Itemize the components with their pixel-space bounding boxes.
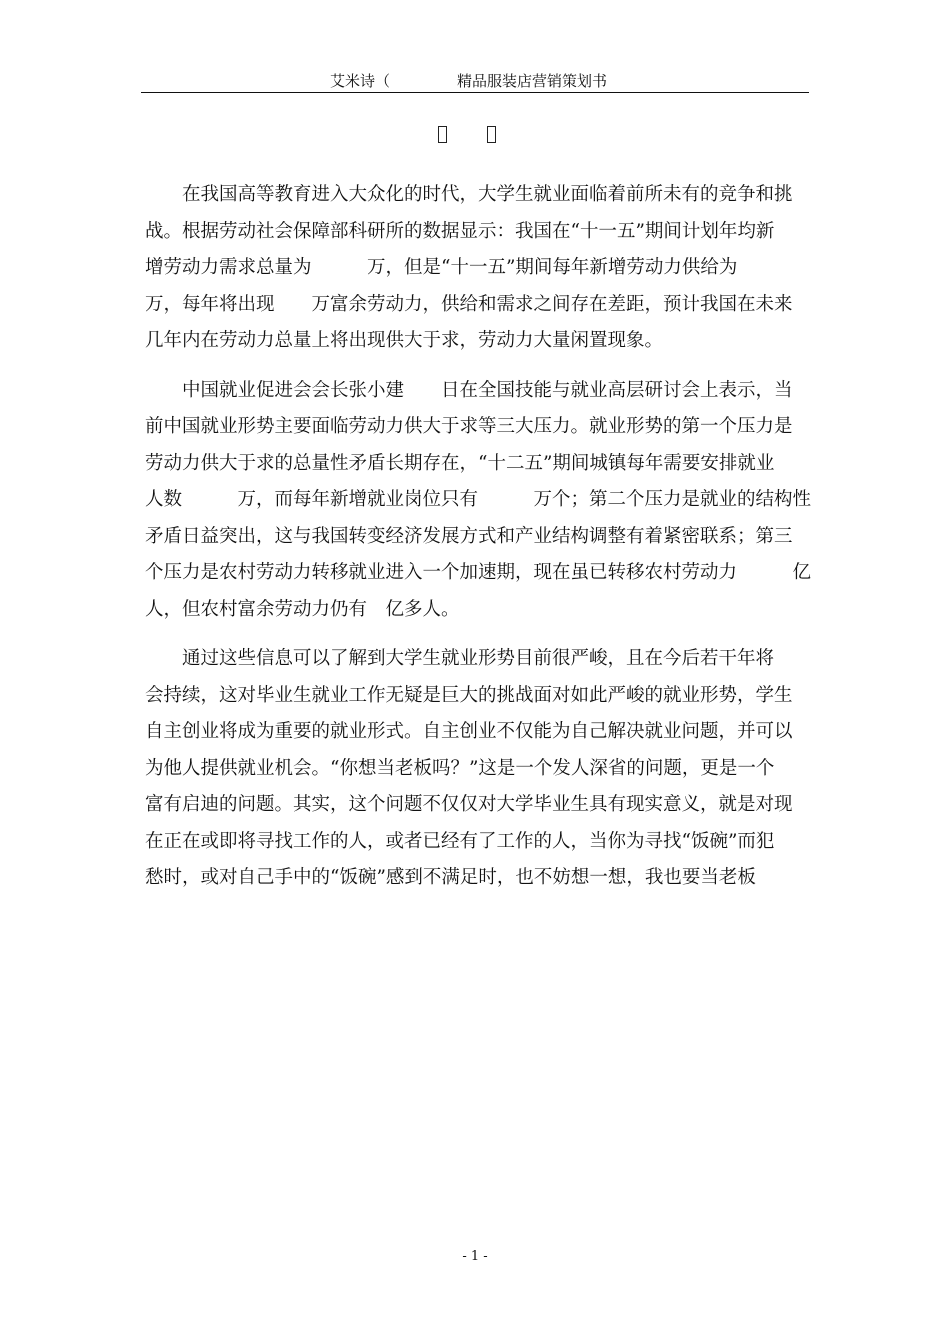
paragraph: [145, 177, 811, 360]
text-line: 在正在或即将寻找工作的人，或者已经有了工作的人，当你为寻找“饭碗”而犯: [145, 830, 775, 852]
header-left-text: 艾米诗（: [330, 72, 391, 90]
text-line: 在我国高等教育进入大众化的时代，大学生就业面临着前所未有的竞争和挑: [145, 184, 793, 205]
paragraph: [145, 373, 811, 629]
text-line: 几年内在劳动力总量上将出现供大于求，劳动力大量闲置现象。: [145, 330, 664, 351]
text-line: 战。根据劳动社会保障部科研所的数据显示：我国在“十一五”期间计划年均新: [145, 220, 775, 242]
text-line: 通过这些信息可以了解到大学生就业形势目前很严峻，且在今后若干年将: [145, 648, 775, 669]
text-line: 自主创业将成为重要的就业形式。自主创业不仅能为自己解决就业问题，并可以: [145, 721, 793, 742]
text-line: 中国就业促进会会长张小建 日在全国技能与就业高层研讨会上表示，当: [145, 379, 793, 401]
page-number: - 1 -: [462, 1249, 488, 1264]
text-line: 万，每年将出现 万富余劳动力，供给和需求之间存在差距，预计我国在未来: [145, 293, 793, 315]
paragraph: [145, 641, 811, 897]
text-line: 前中国就业形势主要面临劳动力供大于求等三大压力。就业形势的第一个压力是: [145, 416, 793, 437]
text-line: 人，但农村富余劳动力仍有 亿多人。: [145, 598, 460, 620]
running-header: [141, 66, 809, 93]
paragraph-gap: [145, 360, 811, 373]
header-right-text: 精品服装店营销策划书: [457, 72, 608, 90]
text-line: 为他人提供就业机会。“你想当老板吗？”这是一个发人深省的问题，更是一个: [145, 757, 775, 779]
text-line: 劳动力供大于求的总量性矛盾长期存在，“十二五”期间城镇每年需要安排就业: [145, 452, 775, 474]
text-line: 人数 万，而每年新增就业岗位只有 万个；第二个压力是就业的结构性: [145, 489, 811, 510]
paragraph-gap: [145, 628, 811, 641]
text-line: 增劳动力需求总量为 万，但是“十一五”期间每年新增劳动力供给为: [145, 257, 738, 278]
missing-glyph-icon: [438, 126, 447, 143]
body-text: [145, 177, 811, 897]
text-line: 会持续，这对毕业生就业工作无疑是巨大的挑战面对如此严峻的就业形势，学生: [145, 684, 793, 706]
text-line: 个压力是农村劳动力转移就业进入一个加速期，现在虽已转移农村劳动力 亿: [145, 562, 811, 583]
text-line: 矛盾日益突出，这与我国转变经济发展方式和产业结构调整有着紧密联系；第三: [145, 525, 793, 547]
text-line: 愁时，或对自己手中的“饭碗”感到不满足时，也不妨想一想，我也要当老板: [145, 867, 756, 888]
page-title: [0, 124, 950, 148]
text-line: 富有启迪的问题。其实，这个问题不仅仅对大学毕业生具有现实意义，就是对现: [145, 794, 793, 815]
missing-glyph-icon: [487, 126, 496, 143]
